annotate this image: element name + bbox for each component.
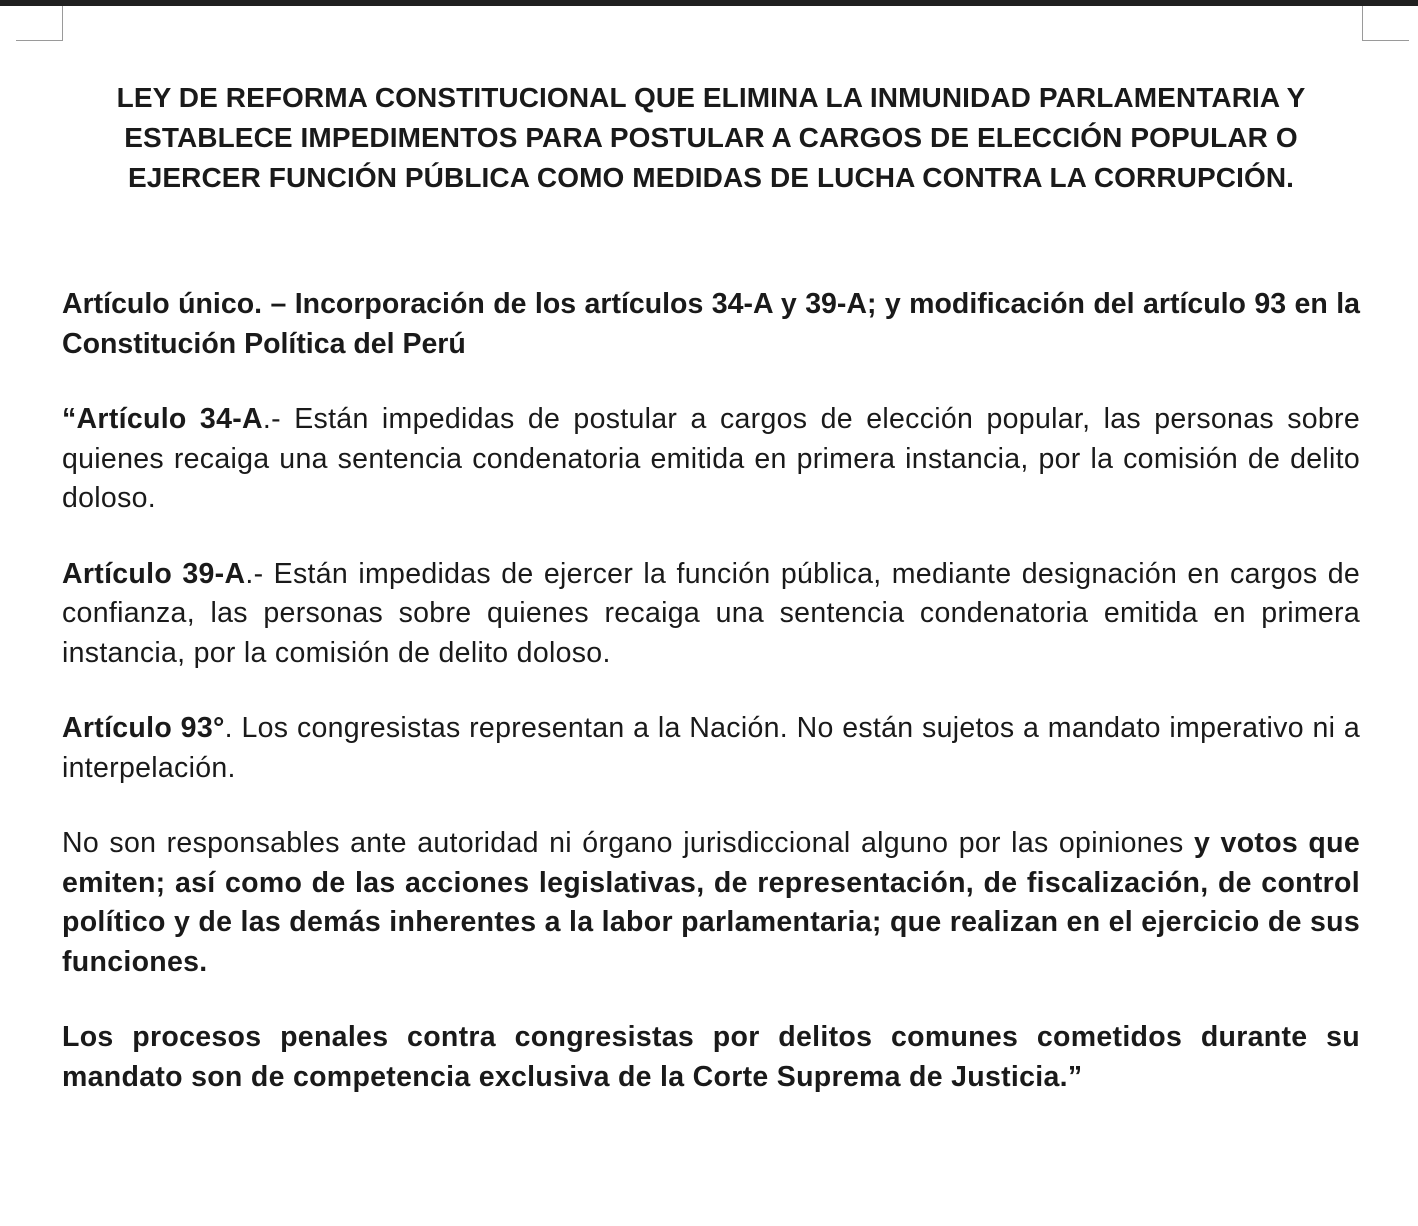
document-page [62, 78, 1360, 1097]
article-39a-paragraph [62, 555, 1360, 674]
article-93-text: . Los congresistas representan a la Nación. No están sujetos a mandato imperativo ni a interpelación. [62, 712, 1360, 784]
article-34a-label: “Artículo 34-A [62, 403, 263, 435]
article-34a-paragraph [62, 400, 1360, 519]
article-93-paragraph [62, 709, 1360, 788]
opinions-bold-text: y votos que emiten; así como de las acciones legislativas, de representación, de fiscalización, de control político y de las demás inherentes a la labor parlamentaria; que realizan en el ejercicio de sus funciones. [62, 827, 1360, 978]
document-title: LEY DE REFORMA CONSTITUCIONAL QUE ELIMINA LA INMUNIDAD PARLAMENTARIA Y ESTABLECE IMPEDIMENTOS PARA POSTULAR A CARGOS DE ELECCIÓN POPULAR O EJERCER FUNCIÓN PÚBLICA COMO MEDIDAS DE LUCHA CONTRA LA CORRUPCIÓN. [116, 82, 1306, 193]
page-corner-mark-right [1362, 6, 1409, 41]
article-39a-label: Artículo 39-A [62, 557, 246, 590]
immunity-opinions-paragraph [62, 824, 1360, 982]
article-34a-text: .- Están impedidas de postular a cargos de elección popular, las personas sobre quienes recaiga una sentencia condenatoria emitida en primera instancia, por la comisión de delito doloso. [62, 403, 1360, 514]
top-edge-bar [0, 0, 1418, 6]
article-39a-text: .- Están impedidas de ejercer la función pública, mediante designación en cargos de confianza, las personas sobre quienes recaiga una sentencia condenatoria emitida en primera instancia, por la comisión de delito doloso. [62, 557, 1360, 669]
opinions-regular-text: No son responsables ante autoridad ni órgano jurisdiccional alguno por las opiniones [62, 827, 1184, 859]
page-corner-mark-left [16, 6, 63, 41]
article-heading: Artículo único. – Incorporación de los artículos 34-A y 39-A; y modificación del artículo 93 en la Constitución Política del Perú [62, 288, 1360, 360]
article-93-label: Artículo 93° [62, 712, 225, 744]
criminal-proceedings-paragraph: Los procesos penales contra congresistas por delitos comunes cometidos durante su mandato son de competencia exclusiva de la Corte Suprema de Justicia.” [62, 1021, 1360, 1093]
